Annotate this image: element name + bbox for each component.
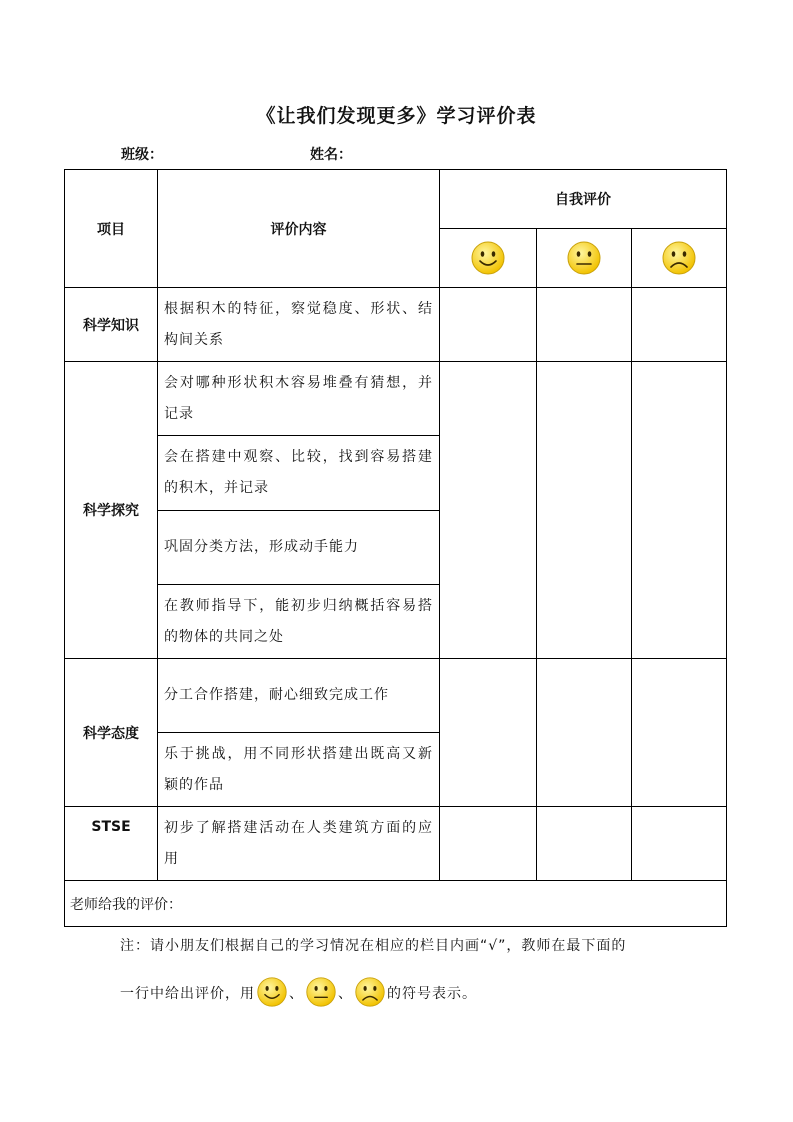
rating-cell-ok[interactable] <box>537 288 632 362</box>
criterion-text: 在教师指导下，能初步归纳概括容易搭的物体的共同之处 <box>158 585 440 659</box>
criterion-text: 乐于挑战，用不同形状搭建出既高又新颖的作品 <box>158 733 440 807</box>
sad-face-icon <box>661 240 697 276</box>
neutral-face-header <box>537 229 632 288</box>
criterion-text: 会对哪种形状积木容易堆叠有猜想，并记录 <box>158 362 440 436</box>
smile-face-icon <box>470 240 506 276</box>
header-self-eval: 自我评价 <box>440 170 727 229</box>
teacher-evaluation-label: 老师给我的评价： <box>70 896 182 913</box>
criterion-text: 巩固分类方法，形成动手能力 <box>158 511 440 585</box>
rating-cell-ok[interactable] <box>537 807 632 881</box>
category-stse: STSE <box>65 807 158 881</box>
note-suffix: 的符号表示。 <box>387 986 477 1002</box>
criterion-text: 初步了解搭建活动在人类建筑方面的应用 <box>158 807 440 881</box>
category-knowledge: 科学知识 <box>65 288 158 362</box>
criterion-text: 会在搭建中观察、比较，找到容易搭建的积木，并记录 <box>158 436 440 511</box>
class-label: 班级： <box>121 147 163 163</box>
page-title: 《让我们发现更多》学习评价表 <box>256 105 537 127</box>
rating-cell-ok[interactable] <box>537 362 632 659</box>
note-prefix: 一行中给出评价，用 <box>120 986 255 1002</box>
rating-cell-good[interactable] <box>440 807 537 881</box>
teacher-evaluation[interactable] <box>65 881 727 927</box>
smile-face-icon <box>256 976 288 1008</box>
criterion-text: 根据积木的特征，察觉稳度、形状、结构间关系 <box>158 288 440 362</box>
category-inquiry: 科学探究 <box>65 362 158 659</box>
rating-cell-good[interactable] <box>440 362 537 659</box>
note-line-2 <box>120 976 690 1008</box>
rating-cell-poor[interactable] <box>632 288 727 362</box>
header-content: 评价内容 <box>158 170 440 288</box>
rating-cell-good[interactable] <box>440 659 537 807</box>
name-label: 姓名： <box>310 147 352 163</box>
note-line-1: 注：请小朋友们根据自己的学习情况在相应的栏目内画“√”，教师在最下面的 <box>120 938 627 954</box>
criterion-text: 分工合作搭建，耐心细致完成工作 <box>158 659 440 733</box>
rating-cell-poor[interactable] <box>632 807 727 881</box>
rating-cell-poor[interactable] <box>632 362 727 659</box>
smile-face-header <box>440 229 537 288</box>
evaluation-table <box>64 169 727 927</box>
note-separator: 、 <box>289 986 304 1002</box>
sad-face-header <box>632 229 727 288</box>
rating-cell-poor[interactable] <box>632 659 727 807</box>
sad-face-icon <box>354 976 386 1008</box>
category-attitude: 科学态度 <box>65 659 158 807</box>
neutral-face-icon <box>566 240 602 276</box>
header-item: 项目 <box>65 170 158 288</box>
rating-cell-ok[interactable] <box>537 659 632 807</box>
note-separator: 、 <box>338 986 353 1002</box>
neutral-face-icon <box>305 976 337 1008</box>
rating-cell-good[interactable] <box>440 288 537 362</box>
